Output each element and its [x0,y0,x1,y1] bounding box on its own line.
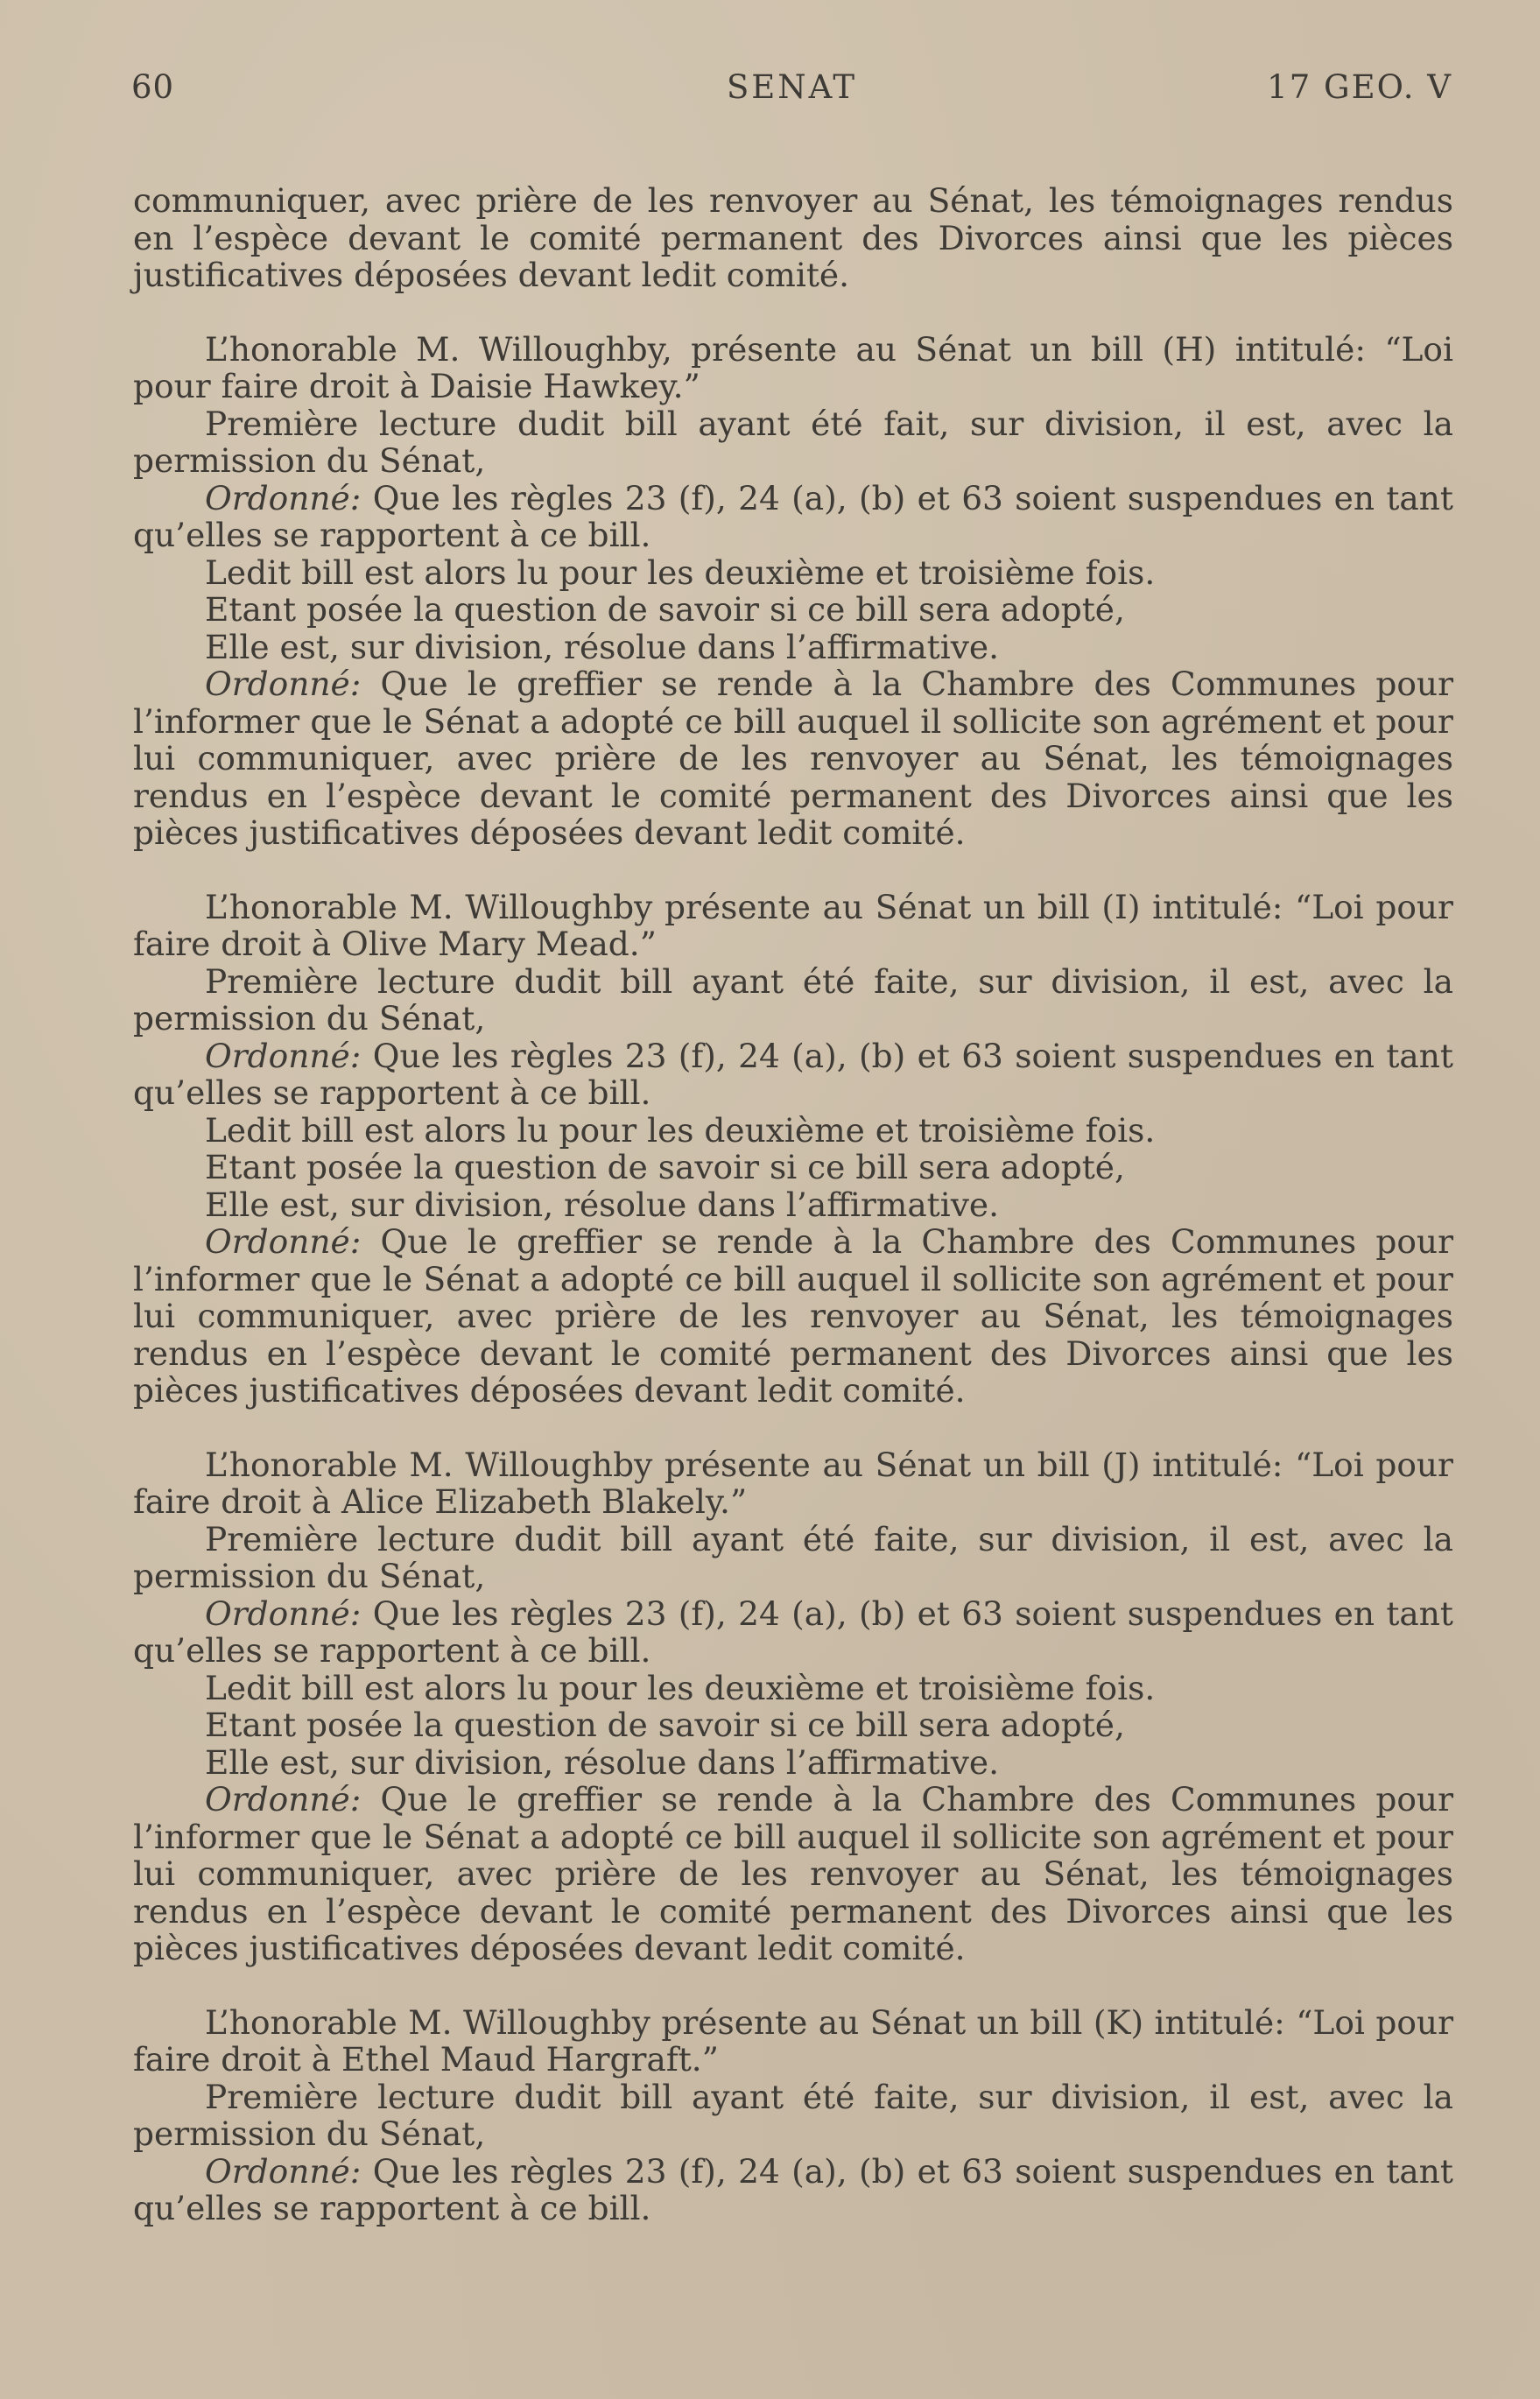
paragraph [133,963,1453,1038]
paragraph-text: Elle est, sur division, résolue dans l’affirmative. [205,1185,1000,1224]
paragraph [133,1223,1453,1410]
regnal-year: 17 GEO. V [1267,68,1452,106]
paragraph [133,1670,1453,1707]
paragraph [133,1595,1453,1670]
paragraph [133,1744,1453,1782]
paragraph-text: Première lecture dudit bill ayant été faite, sur division, il est, avec la permission du Sénat, [133,1519,1453,1595]
paragraph-text: L’honorable M. Willoughby présente au Sénat un bill (K) intitulé: “Loi pour faire droit à Ethel Maud Hargraft.” [133,2002,1453,2079]
paragraph-text: Première lecture dudit bill ayant été faite, sur division, il est, avec la permission du Sénat, [133,961,1453,1038]
paragraph [133,2004,1453,2079]
paragraph [133,1038,1453,1112]
paragraph-text: L’honorable M. Willoughby, présente au Sénat un bill (H) intitulé: “Loi pour faire droit à Daisie Hawkey.” [133,329,1453,405]
running-head [131,68,1452,112]
paragraph-text: Etant posée la question de savoir si ce bill sera adopté, [205,590,1125,629]
paragraph [133,1149,1453,1186]
page-number: 60 [131,68,175,106]
paragraph-text: Ledit bill est alors lu pour les deuxième et troisième fois. [205,1668,1156,1707]
paragraph [133,1186,1453,1224]
paragraph [133,1521,1453,1595]
paragraph-text: Que les règles 23 (f), 24 (a), (b) et 63 soient suspendues en tant qu’elles se rapportent à ce bill. [133,1036,1453,1112]
paragraph-text: Elle est, sur division, résolue dans l’affirmative. [205,1742,1000,1782]
paragraph-text: L’honorable M. Willoughby présente au Sénat un bill (I) intitulé: “Loi pour faire droit à Olive Mary Mead.” [133,887,1453,963]
paragraph-text: Etant posée la question de savoir si ce bill sera adopté, [205,1706,1125,1744]
ordonne-label: Ordonné: [205,665,362,703]
paragraph [133,2079,1453,2153]
paragraph [133,591,1453,629]
paragraph-text: Première lecture dudit bill ayant été fait, sur division, il est, avec la permission du Sénat, [133,404,1453,480]
paragraph-text: Que le greffier se rende à la Chambre des Communes pour l’informer que le Sénat a adopté ce bill auquel il sollicite son agrément et pour lui communiquer, avec prière de les renvoyer au Sénat, les témoignages rendus en l’espèce devant le comité permanent des Divorces ainsi que les pièces justificatives déposées devant ledit comité. [133,1222,1453,1410]
paragraph [133,480,1453,554]
paragraph [133,554,1453,592]
paragraph [133,331,1453,405]
page-title: SENAT [726,68,858,106]
paragraph-text: communiquer, avec prière de les renvoyer au Sénat, les témoignages rendus en l’espèce devant le comité permanent des Divorces ainsi que les pièces justificatives déposées devant ledit comité. [133,181,1453,294]
paragraph [133,889,1453,963]
paragraph [133,665,1453,852]
paragraph-text: Elle est, sur division, résolue dans l’affirmative. [205,627,1000,666]
ordonne-label: Ordonné: [205,2151,362,2191]
paragraph [133,2153,1453,2227]
ordonne-label: Ordonné: [205,1780,362,1819]
paragraph [133,405,1453,480]
paragraph-text: Ledit bill est alors lu pour les deuxième et troisième fois. [205,552,1156,592]
ordonne-label: Ordonné: [205,478,362,517]
ordonne-label: Ordonné: [205,1036,362,1075]
paragraph [133,1706,1453,1744]
paragraph-text: Que le greffier se rende à la Chambre des Communes pour l’informer que le Sénat a adopté ce bill auquel il sollicite son agrément et pour lui communiquer, avec prière de les renvoyer au Sénat, les témoignages rendus en l’espèce devant le comité permanent des Divorces ainsi que les pièces justificatives déposées devant ledit comité. [133,665,1453,852]
paragraph-text: Ledit bill est alors lu pour les deuxième et troisième fois. [205,1110,1156,1150]
paragraph [133,1112,1453,1150]
paragraph-text: Que les règles 23 (f), 24 (a), (b) et 63 soient suspendues en tant qu’elles se rapportent à ce bill. [133,1593,1453,1670]
paragraph [133,1446,1453,1521]
paragraph-text: L’honorable M. Willoughby présente au Sénat un bill (J) intitulé: “Loi pour faire droit à Alice Elizabeth Blakely.” [133,1445,1453,1521]
ordonne-label: Ordonné: [205,1593,362,1633]
paragraph [133,182,1453,294]
paragraph-text: Etant posée la question de savoir si ce bill sera adopté, [205,1148,1125,1186]
paragraph-text: Première lecture dudit bill ayant été faite, sur division, il est, avec la permission du Sénat, [133,2077,1453,2153]
paragraph-text: Que le greffier se rende à la Chambre des Communes pour l’informer que le Sénat a adopté ce bill auquel il sollicite son agrément et pour lui communiquer, avec prière de les renvoyer au Sénat, les témoignages rendus en l’espèce devant le comité permanent des Divorces ainsi que les pièces justificatives déposées devant ledit comité. [133,1780,1453,1967]
paragraph-text: Que les règles 23 (f), 24 (a), (b) et 63 soient suspendues en tant qu’elles se rapportent à ce bill. [133,2151,1453,2227]
body-text [133,182,1453,2227]
paragraph-text: Que les règles 23 (f), 24 (a), (b) et 63 soient suspendues en tant qu’elles se rapportent à ce bill. [133,478,1453,554]
paragraph [133,629,1453,666]
paragraph [133,1781,1453,1967]
ordonne-label: Ordonné: [205,1222,362,1261]
